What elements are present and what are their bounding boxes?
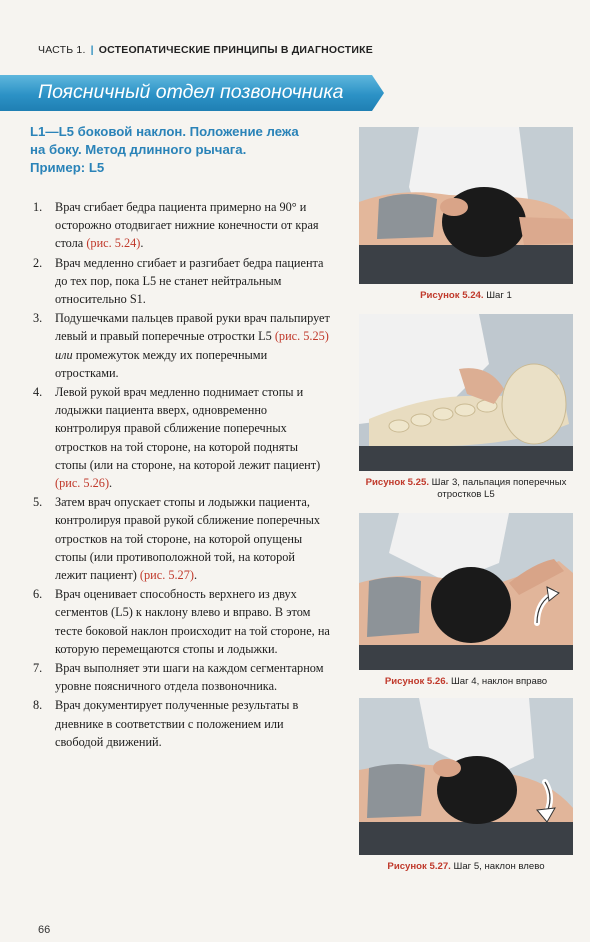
photo-illustration xyxy=(359,698,573,855)
procedure-heading xyxy=(30,123,340,177)
step-text: Врач медленно сгибает и разгибает бедра пациента до тех пор, пока L5 не станет нейтральным относительно S1. xyxy=(55,255,324,307)
step-text: Врач выполняет эти шаги на каждом сегментарном уровне поясничного отдела позвоночника. xyxy=(55,661,324,694)
figure-caption-text: Шаг 1 xyxy=(483,290,512,301)
section-title: Поясничный отдел позвоночника xyxy=(38,81,344,103)
procedure-heading-line-1: L1—L5 боковой наклон. Положение лежа xyxy=(30,124,299,139)
figure-photo-5-26 xyxy=(359,513,573,670)
figure-caption-5-27 xyxy=(352,861,580,873)
step-text: Врач сгибает бедра пациента примерно на 90° и осторожно отодвигает нижние конечности от края стола xyxy=(55,200,319,251)
step-number: 5. xyxy=(33,495,43,510)
running-head-part: ЧАСТЬ 1. xyxy=(38,44,86,56)
step-number: 6. xyxy=(33,587,43,602)
steps-list xyxy=(30,198,330,752)
step-text: Левой рукой врач медленно поднимает стопы и лодыжки пациента вверх, одновременно контролируя правой сближение поперечных отростков на той стороне, на которой подняты стопы (или на стороне, на которой лежит пациент) xyxy=(55,385,321,472)
figure-caption-text: Шаг 3, пальпация поперечных отростков L5 xyxy=(429,477,567,500)
figure-photo-5-24 xyxy=(359,127,573,284)
page-number: 66 xyxy=(38,924,51,936)
step-number: 7. xyxy=(33,661,43,676)
step-text: Врач документирует полученные результаты в дневнике в соответствии с положением или свободой движений. xyxy=(55,698,299,749)
step-text-end: . xyxy=(193,568,198,583)
step-text-end: . xyxy=(140,236,144,251)
step-number: 4. xyxy=(33,385,43,400)
step-item xyxy=(30,493,330,584)
photo-illustration xyxy=(359,513,573,670)
figure-reference-link[interactable]: (рис. 5.25) xyxy=(274,329,329,344)
step-text-end: . xyxy=(109,476,113,491)
step-number: 8. xyxy=(33,698,43,713)
step-number: 3. xyxy=(33,311,43,326)
photo-illustration xyxy=(359,127,573,284)
figure-caption-5-24 xyxy=(352,290,580,302)
procedure-heading-line-2: на боку. Метод длинного рычага. xyxy=(30,142,247,157)
figure-caption-text: Шаг 4, наклон вправо xyxy=(448,676,548,687)
figure-photo-5-27 xyxy=(359,698,573,855)
running-head-title: ОСТЕОПАТИЧЕСКИЕ ПРИНЦИПЫ В ДИАГНОСТИКЕ xyxy=(98,44,373,56)
step-item xyxy=(30,659,330,695)
figure-caption-text: Шаг 5, наклон влево xyxy=(450,861,545,872)
figure-label: Рисунок 5.24. xyxy=(420,290,484,301)
step-item xyxy=(30,198,330,253)
step-item xyxy=(30,585,330,658)
step-text: Затем врач опускает стопы и лодыжки пациента, контролируя правой рукой сближение поперечных отростков на той стороне, на которой опущены стопы (или противоположной той, на которой лежит пациент) xyxy=(55,495,321,583)
running-head xyxy=(38,44,373,56)
step-number: 1. xyxy=(33,200,43,214)
step-item xyxy=(30,696,330,751)
step-text: Врач оценивает способность верхнего из двух сегментов (L5) к наклону влево и вправо. В этом тесте боковой наклон происходит на той стороне, на которую перемещаются стопы и лодыжки. xyxy=(55,587,330,656)
figure-label: Рисунок 5.25. xyxy=(365,477,430,488)
figure-reference-link[interactable]: (рис. 5.27) xyxy=(139,568,194,583)
step-item xyxy=(30,383,330,492)
step-item xyxy=(30,309,330,382)
figure-label: Рисунок 5.27. xyxy=(387,861,451,872)
figure-caption-5-25 xyxy=(352,477,580,501)
figure-label: Рисунок 5.26. xyxy=(384,676,449,687)
step-text-emphasis: или xyxy=(55,347,73,362)
step-item xyxy=(30,254,330,309)
photo-illustration xyxy=(359,314,573,471)
step-text-end: промежуток между их поперечными отростками. xyxy=(55,347,268,380)
running-head-separator: | xyxy=(90,44,94,56)
figure-photo-5-25 xyxy=(359,314,573,471)
figure-reference-link[interactable]: (рис. 5.26) xyxy=(55,476,110,491)
step-text: Подушечками пальцев правой руки врач пальпирует левый и правый поперечные отростки L5 xyxy=(55,311,330,344)
figure-reference-link[interactable]: (рис. 5.24) xyxy=(86,236,141,251)
figure-caption-5-26 xyxy=(352,676,580,688)
step-number: 2. xyxy=(33,255,43,270)
procedure-heading-line-3: Пример: L5 xyxy=(30,160,105,175)
